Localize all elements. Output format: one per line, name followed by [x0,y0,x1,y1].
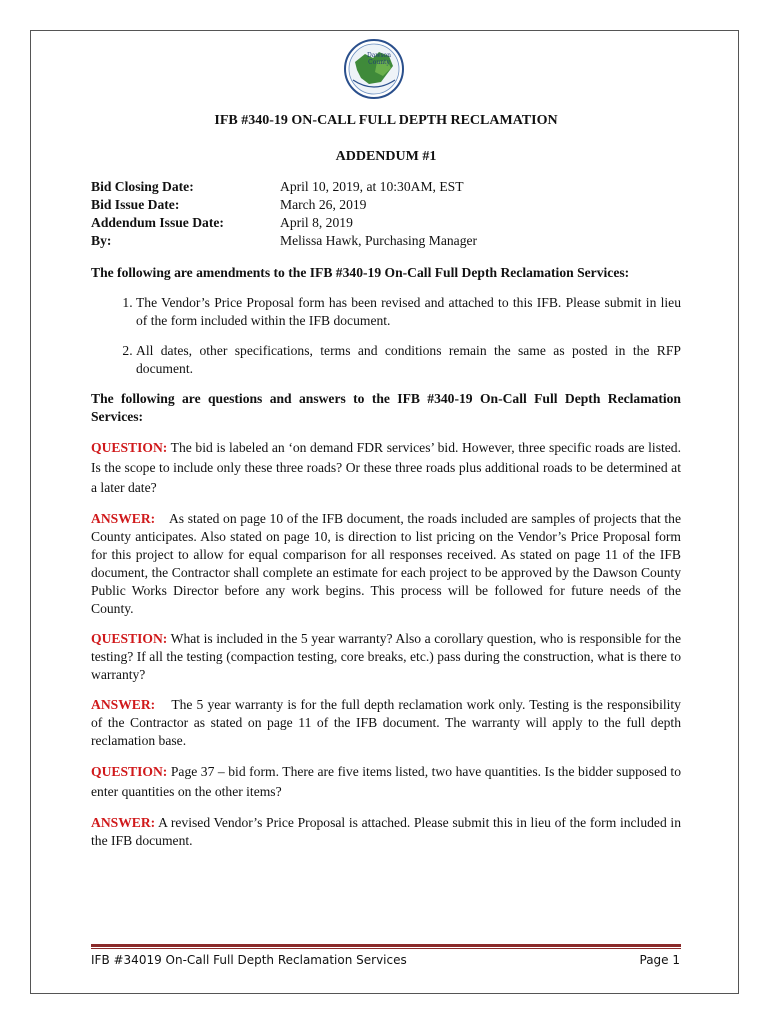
meta-value: April 8, 2019 [280,215,353,230]
meta-label: Addendum Issue Date: [91,215,224,230]
footer-divider-thin [91,948,681,949]
answer-text: The 5 year warranty is for the full depth reclamation work only. Testing is the responsibility of the Contractor as stated on page 11 of the IFB document. The warranty will apply to the full depth reclamation base. [91,697,681,748]
meta-value: Melissa Hawk, Purchasing Manager [280,233,478,248]
question-block [91,630,681,684]
answer-tag: ANSWER: [91,697,156,712]
meta-label: Bid Closing Date: [91,179,194,194]
meta-value: March 26, 2019 [280,197,367,212]
meta-value: April 10, 2019, at 10:30AM, EST [280,179,464,194]
question-block [91,438,681,498]
document-body [91,112,681,850]
list-item: 1. The Vendor’s Price Proposal form has been revised and attached to this IFB. Please submit in lieu of the form included within the IFB document. [136,294,681,330]
meta-label: By: [91,233,112,248]
footer-doc-title: IFB #34019 On-Call Full Depth Reclamation Services [91,953,407,967]
question-tag: QUESTION: [91,764,168,779]
dawson-county-seal-icon [343,38,405,100]
answer-block [91,814,681,850]
logo-text-top: Dawson [366,52,392,59]
amendments-heading: The following are amendments to the IFB #340-19 On-Call Full Depth Reclamation Services: [91,265,630,280]
answer-block [91,696,681,750]
question-tag: QUESTION: [91,440,168,455]
bid-meta-table [91,178,681,250]
question-block [91,762,681,802]
qa-heading: The following are questions and answers to the IFB #340-19 On-Call Full Depth Reclamation Services: [91,391,681,424]
document-subtitle: ADDENDUM #1 [335,149,437,164]
question-tag: QUESTION: [91,631,168,646]
meta-label: Bid Issue Date: [91,197,180,212]
logo-text-mid: County [368,59,390,66]
answer-tag: ANSWER: [91,815,156,830]
answer-text: A revised Vendor’s Price Proposal is attached. Please submit this in lieu of the form included in the IFB document. [91,815,681,848]
question-text: Page 37 – bid form. There are five items listed, two have quantities. Is the bidder supposed to enter quantities on the other items? [91,764,682,799]
question-text: What is included in the 5 year warranty? Also a corollary question, who is responsible for the testing? If all the testing (compaction testing, core breaks, etc.) pass during the construction, what is there to warranty? [91,631,681,682]
answer-tag: ANSWER: [91,511,156,526]
list-item: 2. All dates, other specifications, terms and conditions remain the same as posted in the RFP document. [136,342,681,378]
amendments-list [91,294,681,378]
footer-divider [91,944,681,947]
question-text: The bid is labeled an ‘on demand FDR services’ bid. However, three specific roads are listed. Is the scope to include only these three roads? Or these three roads plus additional roads to be determined at a later date? [91,440,681,495]
page-number: Page 1 [639,953,680,967]
document-title: IFB #340-19 ON-CALL FULL DEPTH RECLAMATION [214,113,558,128]
answer-text: As stated on page 10 of the IFB document, the roads included are samples of projects that the County anticipates. Also stated on page 10, is direction to list pricing on the Vendor’s Price Proposal form for this project to allow for equal comparison for all responses received. As stated on page 11 of the IFB document, the Contractor shall complete an estimate for each project to be approved by the Dawson County Public Works Director before any work begins. This process will be followed for future needs of the County. [91,511,681,616]
answer-block [91,510,681,618]
